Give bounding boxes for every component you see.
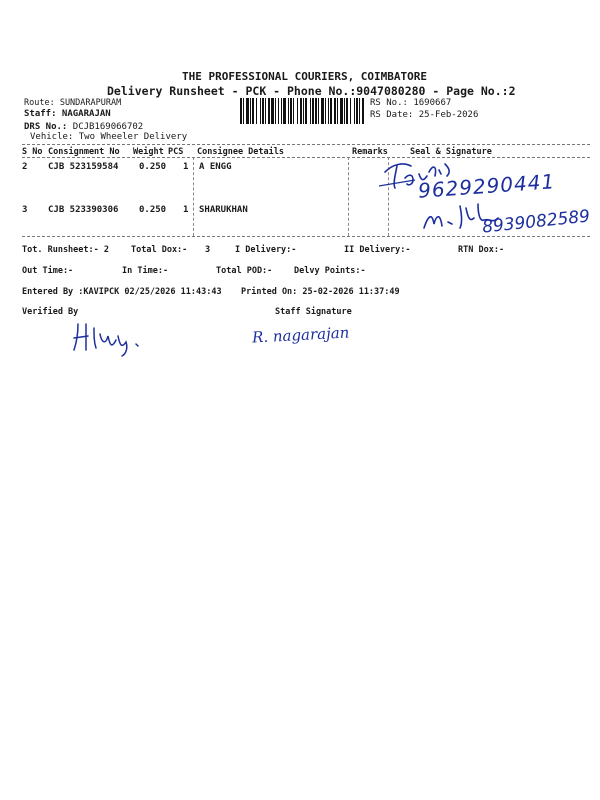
rs-date: RS Date: 25-Feb-2026 (370, 110, 479, 120)
staff-signature-label: Staff Signature (275, 307, 352, 317)
row-sno: 2 (22, 162, 28, 172)
col-remarks: Remarks (352, 147, 388, 157)
entered-by: Entered By :KAVIPCK 02/25/2026 11:43:43 (22, 287, 222, 297)
verifier-signature (70, 318, 150, 358)
row-consignee: A ENGG (199, 162, 232, 172)
vehicle-label: Vehicle: Two Wheeler Delivery (30, 132, 188, 142)
route-label: Route: SUNDARAPURAM (24, 98, 122, 108)
row-consignment: CJB 523159584 (48, 162, 119, 172)
col-divider-remarks (348, 157, 349, 236)
tot-runsheet: Tot. Runsheet:- 2 (22, 245, 109, 255)
ii-delivery: II Delivery:- (344, 245, 411, 255)
delvy-points: Delvy Points:- (294, 266, 366, 276)
verified-by-label: Verified By (22, 307, 79, 317)
recipient-phone-1: 9629290441 (417, 169, 556, 203)
rtn-dox: RTN Dox:- (458, 245, 505, 255)
out-time: Out Time:- (22, 266, 74, 276)
in-time: In Time:- (122, 266, 169, 276)
row-pcs: 1 (183, 205, 189, 215)
row-sno: 3 (22, 205, 28, 215)
col-pcs: PCS (168, 147, 184, 157)
printed-on: Printed On: 25-02-2026 11:37:49 (241, 287, 400, 297)
row-consignee: SHARUKHAN (199, 205, 248, 215)
row-weight: 0.250 (139, 205, 167, 215)
col-consignee: Consignee Details (197, 147, 284, 157)
total-dox-value: 3 (205, 245, 211, 255)
col-divider-consignee (193, 157, 194, 236)
col-consignment: Consignment No (48, 147, 120, 157)
i-delivery: I Delivery:- (235, 245, 297, 255)
company-title: THE PROFESSIONAL COURIERS, COIMBATORE (182, 70, 428, 83)
runsheet-heading: Delivery Runsheet - PCK - Phone No.:9047080280 - Page No.:2 (107, 84, 516, 98)
total-dox: Total Dox:- (131, 245, 188, 255)
staff-handwritten-signature: R. nagarajan (251, 323, 350, 347)
col-sno: S No (22, 147, 43, 157)
rs-number: RS No.: 1690667 (370, 98, 452, 108)
row-pcs: 1 (183, 162, 189, 172)
row-weight: 0.250 (139, 162, 167, 172)
total-pod: Total POD:- (216, 266, 273, 276)
staff-label: Staff: NAGARAJAN (24, 109, 111, 119)
barcode (240, 98, 364, 124)
row-consignment: CJB 523390306 (48, 205, 119, 215)
table-top-rule (22, 144, 590, 145)
drs-number: DRS No.: DCJB169066702 (24, 122, 144, 132)
col-weight: Weight (133, 147, 164, 157)
recipient-phone-2: 8939082589 (481, 206, 591, 238)
col-seal-signature: Seal & Signature (410, 147, 492, 157)
